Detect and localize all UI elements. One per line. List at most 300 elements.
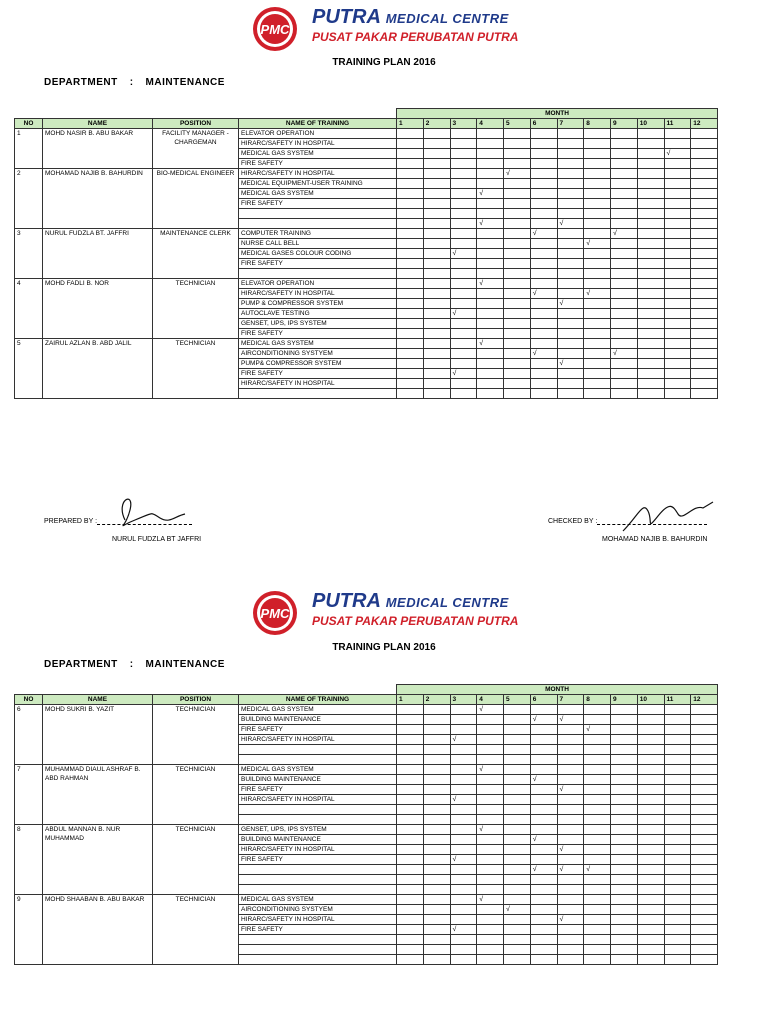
month-cell xyxy=(397,299,424,309)
month-cell xyxy=(397,159,424,169)
month-cell xyxy=(397,945,424,955)
month-cell xyxy=(397,259,424,269)
month-cell xyxy=(530,735,557,745)
month-cell: √ xyxy=(557,915,584,925)
month-cell xyxy=(423,935,450,945)
month-cell xyxy=(664,885,691,895)
month-cell xyxy=(504,885,531,895)
month-cell xyxy=(530,139,557,149)
col-month: 12 xyxy=(691,119,718,129)
month-cell xyxy=(637,389,664,399)
month-cell xyxy=(611,825,638,835)
month-cell xyxy=(691,725,718,735)
month-cell xyxy=(504,955,531,965)
month-cell xyxy=(477,179,504,189)
month-cell xyxy=(423,209,450,219)
month-cell xyxy=(477,309,504,319)
month-cell xyxy=(397,725,424,735)
month-cell xyxy=(557,319,584,329)
month-cell xyxy=(397,765,424,775)
department: DEPARTMENT : MAINTENANCE xyxy=(44,659,225,670)
month-cell xyxy=(584,129,611,139)
month-cell xyxy=(691,955,718,965)
month-cell xyxy=(664,239,691,249)
brand-name: PUTRA MEDICAL CENTRE xyxy=(312,590,509,612)
plan-title: TRAINING PLAN 2016 xyxy=(332,57,436,68)
month-cell xyxy=(504,895,531,905)
month-cell xyxy=(611,875,638,885)
month-cell xyxy=(477,169,504,179)
month-cell xyxy=(397,339,424,349)
training-name: PUMP& COMPRESSOR SYSTEM xyxy=(239,359,397,369)
month-cell xyxy=(557,349,584,359)
month-cell xyxy=(664,389,691,399)
month-cell xyxy=(691,795,718,805)
staff-no: 4 xyxy=(15,279,43,339)
month-cell xyxy=(397,199,424,209)
month-cell xyxy=(504,825,531,835)
month-cell xyxy=(611,805,638,815)
month-cell xyxy=(397,209,424,219)
staff-name: MOHD SUKRI B. YAZIT xyxy=(43,705,153,765)
month-cell xyxy=(477,865,504,875)
month-cell xyxy=(664,129,691,139)
month-cell xyxy=(637,905,664,915)
month-cell: √ xyxy=(477,765,504,775)
month-cell xyxy=(664,935,691,945)
month-cell xyxy=(450,379,477,389)
month-cell xyxy=(611,845,638,855)
month-cell xyxy=(477,259,504,269)
col-month: 5 xyxy=(504,119,531,129)
month-cell xyxy=(397,895,424,905)
staff-name: MOHD SHAABAN B. ABU BAKAR xyxy=(43,895,153,965)
month-cell xyxy=(584,745,611,755)
col-month: 11 xyxy=(664,119,691,129)
month-cell xyxy=(530,895,557,905)
month-cell xyxy=(530,359,557,369)
training-name: ELEVATOR OPERATION xyxy=(239,279,397,289)
month-cell xyxy=(611,249,638,259)
checked-name: MOHAMAD NAJIB B. BAHURDIN xyxy=(602,536,708,543)
month-cell xyxy=(530,389,557,399)
training-name: PUMP & COMPRESSOR SYSTEM xyxy=(239,299,397,309)
month-cell xyxy=(477,379,504,389)
table-row xyxy=(15,129,718,139)
month-cell: √ xyxy=(477,279,504,289)
month-cell xyxy=(530,129,557,139)
month-cell xyxy=(611,379,638,389)
training-name: NURSE CALL BELL xyxy=(239,239,397,249)
plan-title: TRAINING PLAN 2016 xyxy=(332,642,436,653)
month-cell xyxy=(584,845,611,855)
month-cell xyxy=(691,349,718,359)
month-cell: √ xyxy=(477,189,504,199)
month-cell xyxy=(691,815,718,825)
training-name: HIRARC/SAFETY IN HOSPITAL xyxy=(239,169,397,179)
month-cell xyxy=(504,815,531,825)
month-cell xyxy=(691,875,718,885)
col-month: 6 xyxy=(530,119,557,129)
month-cell: √ xyxy=(530,229,557,239)
month-cell xyxy=(530,239,557,249)
month-cell xyxy=(691,905,718,915)
training-name: COMPUTER TRAINING xyxy=(239,229,397,239)
staff-position: TECHNICIAN xyxy=(153,705,239,765)
col-month: 6 xyxy=(530,695,557,705)
department: DEPARTMENT : MAINTENANCE xyxy=(44,77,225,88)
training-name: HIRARC/SAFETY IN HOSPITAL xyxy=(239,289,397,299)
month-cell xyxy=(397,755,424,765)
month-cell xyxy=(530,189,557,199)
training-name xyxy=(239,269,397,279)
month-cell xyxy=(450,895,477,905)
month-cell xyxy=(691,159,718,169)
month-cell: √ xyxy=(530,349,557,359)
month-cell xyxy=(504,875,531,885)
month-cell xyxy=(691,279,718,289)
month-cell xyxy=(397,169,424,179)
month-cell xyxy=(450,725,477,735)
month-cell xyxy=(611,885,638,895)
month-cell xyxy=(611,219,638,229)
col-name: NAME xyxy=(43,695,153,705)
month-cell xyxy=(423,299,450,309)
col-month: 10 xyxy=(637,695,664,705)
month-cell xyxy=(397,775,424,785)
month-cell xyxy=(611,239,638,249)
month-cell xyxy=(557,259,584,269)
month-cell xyxy=(611,209,638,219)
month-cell xyxy=(611,289,638,299)
month-cell xyxy=(611,725,638,735)
month-cell xyxy=(504,845,531,855)
month-cell xyxy=(691,309,718,319)
month-cell xyxy=(450,209,477,219)
month-cell xyxy=(691,149,718,159)
staff-no: 9 xyxy=(15,895,43,965)
col-month: 5 xyxy=(504,695,531,705)
month-cell xyxy=(611,905,638,915)
month-cell xyxy=(423,269,450,279)
checked-by: CHECKED BY : xyxy=(548,516,707,525)
month-cell xyxy=(557,825,584,835)
month-cell xyxy=(611,389,638,399)
month-cell xyxy=(423,745,450,755)
col-month: 8 xyxy=(584,695,611,705)
month-cell xyxy=(584,795,611,805)
month-cell xyxy=(584,339,611,349)
month-cell xyxy=(477,369,504,379)
training-name: MEDICAL GASES COLOUR CODING xyxy=(239,249,397,259)
month-cell: √ xyxy=(477,825,504,835)
month-cell xyxy=(477,915,504,925)
month-cell xyxy=(637,765,664,775)
month-cell xyxy=(397,855,424,865)
month-cell xyxy=(611,269,638,279)
month-cell xyxy=(637,895,664,905)
month-cell xyxy=(584,329,611,339)
month-cell xyxy=(611,705,638,715)
month-cell xyxy=(557,389,584,399)
month-cell xyxy=(423,319,450,329)
month-cell xyxy=(691,775,718,785)
month-cell xyxy=(557,835,584,845)
month-cell xyxy=(504,855,531,865)
training-table-2 xyxy=(14,684,718,965)
month-cell xyxy=(664,925,691,935)
month-cell xyxy=(691,925,718,935)
month-cell xyxy=(584,775,611,785)
staff-name: MUHAMMAD DIAUL ASHRAF B. ABD RAHMAN xyxy=(43,765,153,825)
month-cell xyxy=(664,895,691,905)
month-cell xyxy=(664,319,691,329)
month-cell xyxy=(664,905,691,915)
month-cell xyxy=(530,309,557,319)
month-cell xyxy=(611,835,638,845)
month-cell xyxy=(504,219,531,229)
month-cell xyxy=(530,329,557,339)
signature-prepared xyxy=(105,490,195,530)
month-cell xyxy=(423,725,450,735)
month-cell xyxy=(557,895,584,905)
month-cell: √ xyxy=(557,299,584,309)
month-cell xyxy=(584,179,611,189)
month-cell xyxy=(584,925,611,935)
month-cell xyxy=(691,359,718,369)
month-cell xyxy=(530,915,557,925)
logo xyxy=(252,4,532,54)
month-cell xyxy=(611,855,638,865)
training-name xyxy=(239,865,397,875)
month-cell xyxy=(584,229,611,239)
table-row xyxy=(15,339,718,349)
month-cell xyxy=(450,745,477,755)
month-cell xyxy=(504,755,531,765)
month-cell xyxy=(557,945,584,955)
month-cell xyxy=(584,259,611,269)
month-cell xyxy=(637,925,664,935)
training-name: GENSET, UPS, IPS SYSTEM xyxy=(239,319,397,329)
month-cell xyxy=(397,389,424,399)
month-cell xyxy=(504,835,531,845)
month-cell xyxy=(611,745,638,755)
month-cell xyxy=(504,915,531,925)
month-cell xyxy=(450,915,477,925)
table-row xyxy=(15,229,718,239)
col-name: NAME xyxy=(43,119,153,129)
month-cell xyxy=(584,905,611,915)
training-name: FIRE SAFETY xyxy=(239,785,397,795)
pmc-emblem-icon xyxy=(252,6,298,52)
month-cell xyxy=(664,835,691,845)
month-cell xyxy=(450,865,477,875)
month-cell xyxy=(691,199,718,209)
month-cell xyxy=(477,925,504,935)
month-cell xyxy=(691,259,718,269)
month-cell xyxy=(504,279,531,289)
pmc-emblem-icon xyxy=(252,590,298,636)
month-cell xyxy=(397,269,424,279)
month-cell xyxy=(691,745,718,755)
month-cell xyxy=(423,805,450,815)
month-cell xyxy=(530,825,557,835)
month-cell xyxy=(637,339,664,349)
month-cell xyxy=(530,935,557,945)
month-cell xyxy=(423,329,450,339)
month-cell xyxy=(423,955,450,965)
month-cell xyxy=(397,179,424,189)
month-cell xyxy=(637,139,664,149)
month-cell xyxy=(423,705,450,715)
month-cell xyxy=(557,159,584,169)
month-cell xyxy=(691,885,718,895)
staff-position: TECHNICIAN xyxy=(153,895,239,965)
month-cell xyxy=(477,149,504,159)
month-cell xyxy=(637,349,664,359)
training-name: FIRE SAFETY xyxy=(239,369,397,379)
month-cell xyxy=(530,219,557,229)
month-cell xyxy=(423,715,450,725)
month-cell xyxy=(611,935,638,945)
staff-name: MOHD NASIR B. ABU BAKAR xyxy=(43,129,153,169)
month-cell xyxy=(691,339,718,349)
month-cell xyxy=(423,735,450,745)
month-cell xyxy=(504,259,531,269)
training-name: FIRE SAFETY xyxy=(239,855,397,865)
month-cell xyxy=(504,289,531,299)
month-cell xyxy=(504,935,531,945)
month-cell xyxy=(664,189,691,199)
col-training: NAME OF TRAINING xyxy=(239,695,397,705)
month-cell xyxy=(664,855,691,865)
staff-name: ABDUL MANNAN B. NUR MUHAMMAD xyxy=(43,825,153,895)
training-name xyxy=(239,219,397,229)
month-cell xyxy=(637,785,664,795)
col-month: 11 xyxy=(664,695,691,705)
month-cell xyxy=(530,369,557,379)
month-cell xyxy=(477,875,504,885)
staff-position: TECHNICIAN xyxy=(153,765,239,825)
training-name: HIRARC/SAFETY IN HOSPITAL xyxy=(239,915,397,925)
month-cell xyxy=(637,755,664,765)
month-cell xyxy=(637,239,664,249)
month-cell xyxy=(504,715,531,725)
month-cell xyxy=(611,765,638,775)
month-cell xyxy=(691,289,718,299)
month-cell xyxy=(423,259,450,269)
month-cell xyxy=(584,895,611,905)
col-month: 9 xyxy=(611,695,638,705)
month-cell xyxy=(637,179,664,189)
month-cell xyxy=(691,389,718,399)
staff-position: FACILITY MANAGER -CHARGEMAN xyxy=(153,129,239,169)
month-cell xyxy=(530,885,557,895)
month-cell xyxy=(611,755,638,765)
month-cell xyxy=(477,289,504,299)
month-cell xyxy=(530,705,557,715)
month-cell xyxy=(450,349,477,359)
month-cell xyxy=(664,815,691,825)
month-cell: √ xyxy=(450,249,477,259)
month-cell xyxy=(637,329,664,339)
month-cell xyxy=(557,725,584,735)
month-cell xyxy=(450,189,477,199)
month-cell xyxy=(477,755,504,765)
month-cell xyxy=(584,319,611,329)
month-cell: √ xyxy=(557,715,584,725)
month-cell xyxy=(477,945,504,955)
month-cell xyxy=(691,785,718,795)
month-cell xyxy=(504,229,531,239)
staff-position: MAINTENANCE CLERK xyxy=(153,229,239,279)
month-cell xyxy=(691,299,718,309)
staff-no: 5 xyxy=(15,339,43,399)
month-cell xyxy=(504,129,531,139)
brand-malay: PUSAT PAKAR PERUBATAN PUTRA xyxy=(312,30,519,44)
month-cell xyxy=(477,389,504,399)
month-cell xyxy=(611,189,638,199)
month-cell xyxy=(637,159,664,169)
month-cell xyxy=(584,915,611,925)
month-cell xyxy=(397,349,424,359)
training-name: MEDICAL GAS SYSTEM xyxy=(239,705,397,715)
month-cell xyxy=(611,945,638,955)
month-cell xyxy=(397,785,424,795)
month-cell xyxy=(450,885,477,895)
training-name: BUILDING MAINTENANCE xyxy=(239,835,397,845)
month-cell xyxy=(477,775,504,785)
month-cell xyxy=(423,825,450,835)
month-cell xyxy=(584,825,611,835)
month-cell xyxy=(397,139,424,149)
month-cell xyxy=(637,735,664,745)
month-cell xyxy=(691,915,718,925)
col-month: 7 xyxy=(557,695,584,705)
month-cell xyxy=(530,945,557,955)
col-month: 1 xyxy=(397,119,424,129)
month-cell xyxy=(477,359,504,369)
table-row xyxy=(15,169,718,179)
month-cell xyxy=(530,249,557,259)
month-cell xyxy=(691,249,718,259)
month-cell xyxy=(664,349,691,359)
month-cell xyxy=(557,875,584,885)
month-cell xyxy=(450,905,477,915)
month-cell xyxy=(423,239,450,249)
month-cell xyxy=(557,955,584,965)
month-cell xyxy=(691,855,718,865)
month-cell xyxy=(423,845,450,855)
month-cell xyxy=(504,139,531,149)
training-name xyxy=(239,209,397,219)
month-cell xyxy=(637,279,664,289)
month-cell xyxy=(691,895,718,905)
col-month: 9 xyxy=(611,119,638,129)
month-cell xyxy=(557,309,584,319)
staff-no: 3 xyxy=(15,229,43,279)
month-cell xyxy=(397,805,424,815)
month-cell xyxy=(584,805,611,815)
month-cell xyxy=(504,159,531,169)
month-cell xyxy=(611,735,638,745)
month-cell xyxy=(637,219,664,229)
month-cell xyxy=(450,715,477,725)
month-cell xyxy=(397,309,424,319)
month-cell xyxy=(397,359,424,369)
month-cell xyxy=(691,319,718,329)
month-cell xyxy=(530,299,557,309)
